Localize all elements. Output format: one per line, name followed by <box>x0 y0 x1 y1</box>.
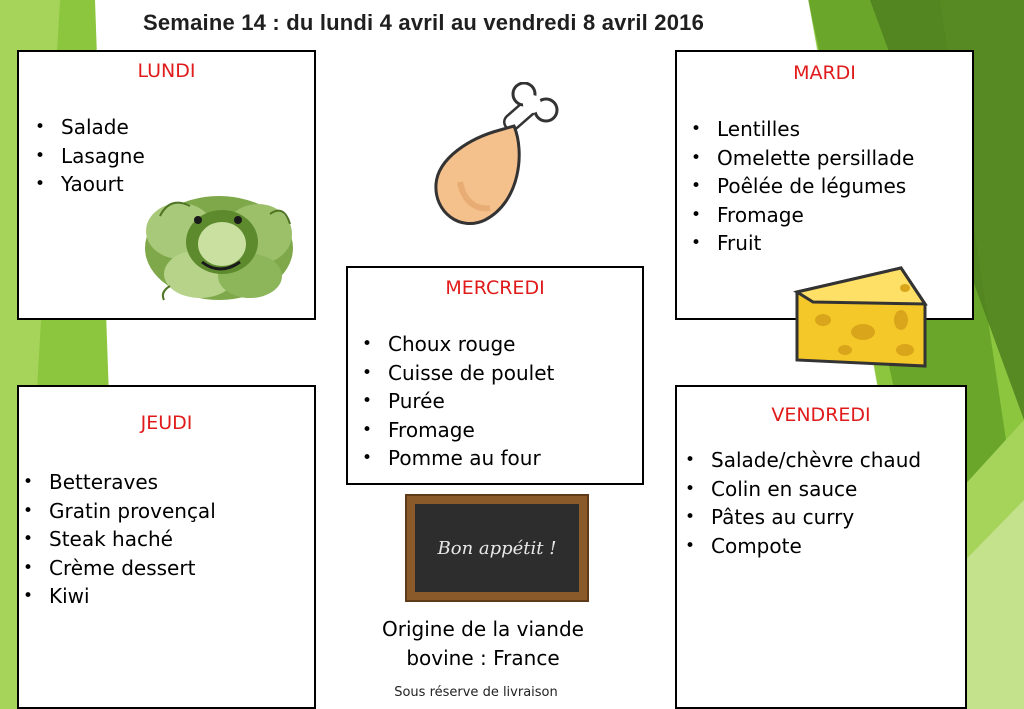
day-title-vendredi: VENDREDI <box>771 404 871 426</box>
menu-list-vendredi <box>677 446 921 560</box>
menu-list-mercredi <box>354 330 554 473</box>
menu-box-jeudi <box>17 385 316 709</box>
list-item: • Poêlée de légumes <box>683 172 914 201</box>
list-item: • Gratin provençal <box>15 497 216 526</box>
origin-note <box>346 615 620 673</box>
list-item: • Fromage <box>683 201 914 230</box>
menu-box-mercredi <box>346 266 644 485</box>
list-item: • Lentilles <box>683 115 914 144</box>
list-item: • Fromage <box>354 416 554 445</box>
day-title-lundi: LUNDI <box>137 60 196 82</box>
list-item: • Omelette persillade <box>683 144 914 173</box>
list-item: • Choux rouge <box>354 330 554 359</box>
chalkboard-text: Bon appétit ! <box>437 537 557 559</box>
list-item: • Pomme au four <box>354 444 554 473</box>
list-item: • Compote <box>677 532 921 561</box>
list-item: • Steak haché <box>15 525 216 554</box>
list-item: • Salade <box>27 113 145 142</box>
day-title-mercredi: MERCREDI <box>445 277 545 299</box>
day-title-jeudi: JEUDI <box>140 412 193 434</box>
list-item: • Colin en sauce <box>677 475 921 504</box>
list-item: • Salade/chèvre chaud <box>677 446 921 475</box>
lettuce-icon <box>140 186 298 306</box>
menu-list-jeudi <box>15 468 216 611</box>
chicken-leg-icon <box>430 82 562 227</box>
list-item: • Kiwi <box>15 582 216 611</box>
chalkboard <box>405 494 589 602</box>
list-item: • Crème dessert <box>15 554 216 583</box>
list-item: • Purée <box>354 387 554 416</box>
list-item: • Fruit <box>683 229 914 258</box>
list-item: • Yaourt <box>27 170 145 199</box>
page-title: Semaine 14 : du lundi 4 avril au vendredi 8 avril 2016 <box>143 10 705 35</box>
origin-line-1: Origine de la viande <box>382 617 584 641</box>
list-item: • Cuisse de poulet <box>354 359 554 388</box>
list-item: • Lasagne <box>27 142 145 171</box>
menu-list-mardi <box>683 115 914 258</box>
menu-list-lundi <box>27 113 145 199</box>
footnote: Sous réserve de livraison <box>394 685 558 700</box>
menu-box-vendredi <box>675 385 967 709</box>
day-title-mardi: MARDI <box>793 62 856 84</box>
list-item: • Pâtes au curry <box>677 503 921 532</box>
cheese-icon <box>793 262 929 374</box>
origin-line-2: bovine : France <box>406 646 560 670</box>
list-item: • Betteraves <box>15 468 216 497</box>
